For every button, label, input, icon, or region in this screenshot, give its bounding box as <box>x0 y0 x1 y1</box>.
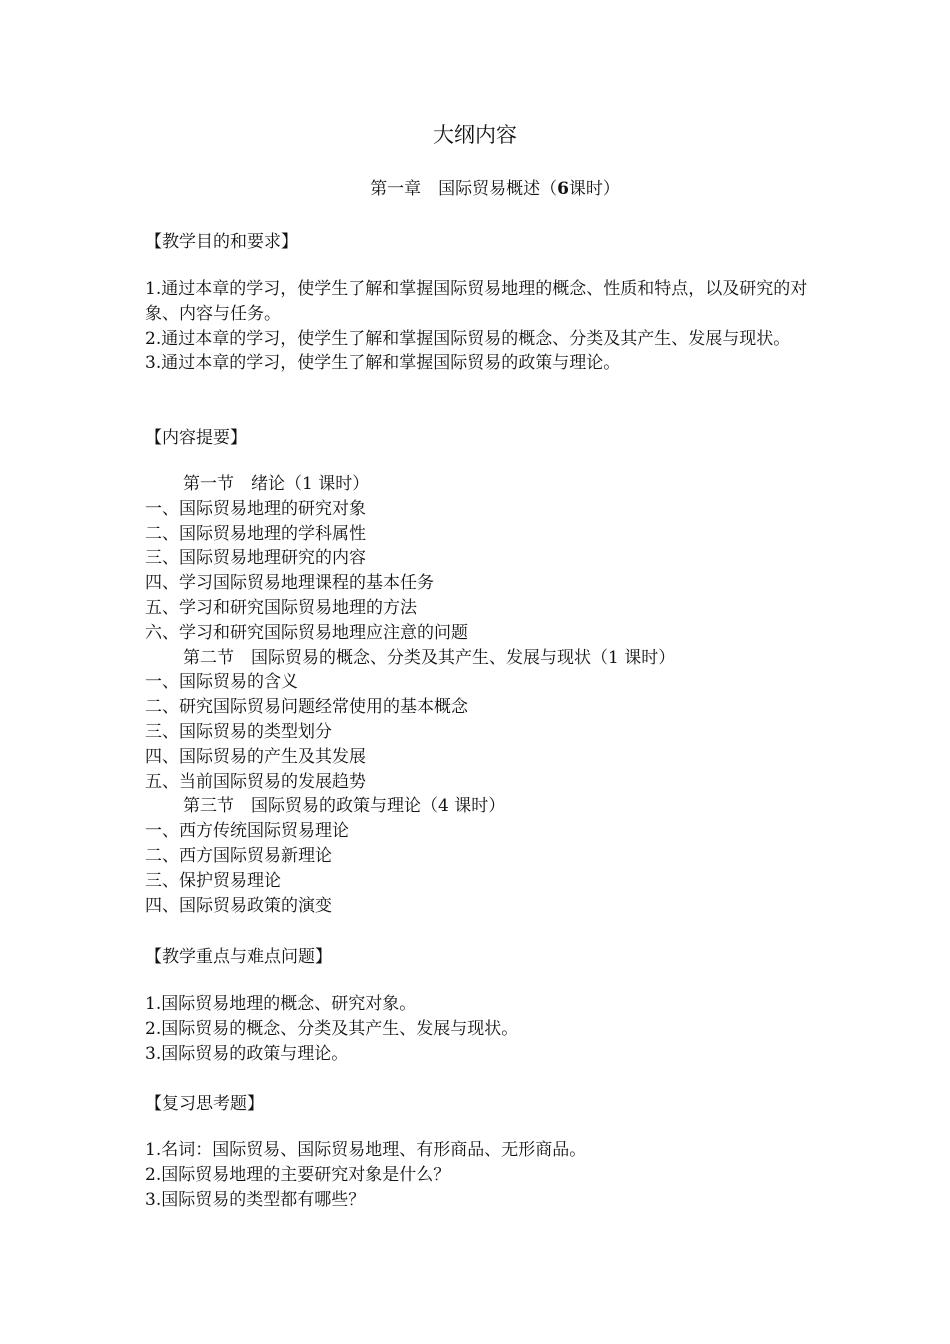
review-item: 3.国际贸易的类型都有哪些？ <box>145 1189 366 1210</box>
outline-item: 二、西方国际贸易新理论 <box>145 845 332 866</box>
review-list <box>145 1138 825 1212</box>
chapter-name: 国际贸易概述 <box>438 179 541 199</box>
outline-item: 四、国际贸易的产生及其发展 <box>145 746 366 767</box>
chapter-label: 第一章 <box>370 179 422 199</box>
outline-item: 三、国际贸易地理研究的内容 <box>145 548 366 569</box>
objectives-list <box>145 277 825 376</box>
outline-item: 二、国际贸易地理的学科属性 <box>145 523 366 544</box>
objectives-heading: 【教学目的和要求】 <box>145 232 298 252</box>
outline-item: 一、西方传统国际贸易理论 <box>145 821 349 842</box>
outline-heading: 【内容提要】 <box>145 428 247 448</box>
outline-item: 二、研究国际贸易问题经常使用的基本概念 <box>145 697 468 718</box>
outline-item: 三、保护贸易理论 <box>145 870 281 891</box>
objective-item: 2.通过本章的学习，使学生了解和掌握国际贸易的概念、分类及其产生、发展与现状。 <box>145 328 791 349</box>
outline-section <box>145 425 825 451</box>
objective-item: 1.通过本章的学习，使学生了解和掌握国际贸易地理的概念、性质和特点，以及研究的对象、内容与任务。 <box>145 279 808 324</box>
outline-item: 三、国际贸易的类型划分 <box>145 721 332 742</box>
chapter-title <box>0 176 950 202</box>
outline-item: 四、国际贸易政策的演变 <box>145 895 332 916</box>
review-section <box>145 1091 825 1117</box>
key-points-section <box>145 944 825 970</box>
key-point-item: 1.国际贸易地理的概念、研究对象。 <box>145 994 417 1014</box>
chapter-hours-prefix: （ <box>540 179 558 199</box>
outline-item: 一、国际贸易的含义 <box>145 672 298 693</box>
objective-item: 3.通过本章的学习，使学生了解和掌握国际贸易的政策与理论。 <box>145 353 621 374</box>
key-point-item: 3.国际贸易的政策与理论。 <box>145 1043 349 1064</box>
outline-item: 六、学习和研究国际贸易地理应注意的问题 <box>145 622 468 643</box>
review-item: 2.国际贸易地理的主要研究对象是什么？ <box>145 1164 451 1185</box>
key-point-item: 2.国际贸易的概念、分类及其产生、发展与现状。 <box>145 1018 519 1039</box>
outline-item: 四、学习国际贸易地理课程的基本任务 <box>145 573 434 594</box>
chapter-hours-number: 6 <box>557 179 569 199</box>
objectives-section <box>145 229 825 255</box>
key-points-heading: 【教学重点与难点问题】 <box>145 947 332 967</box>
outline-item: 五、当前国际贸易的发展趋势 <box>145 771 366 792</box>
page-title: 大纲内容 <box>433 123 517 147</box>
outline-item: 五、学习和研究国际贸易地理的方法 <box>145 597 417 618</box>
review-item: 1.名词：国际贸易、国际贸易地理、有形商品、无形商品。 <box>145 1140 587 1160</box>
outline-list <box>145 472 825 918</box>
outline-section-title: 第三节 国际贸易的政策与理论（4 课时） <box>183 796 506 817</box>
outline-section-title: 第一节 绪论（1 课时） <box>183 474 370 494</box>
outline-item: 一、国际贸易地理的研究对象 <box>145 498 366 519</box>
key-points-list <box>145 992 825 1066</box>
outline-section-title: 第二节 国际贸易的概念、分类及其产生、发展与现状（1 课时） <box>183 647 676 668</box>
review-heading: 【复习思考题】 <box>145 1094 264 1114</box>
chapter-hours-suffix: 课时） <box>568 179 620 199</box>
